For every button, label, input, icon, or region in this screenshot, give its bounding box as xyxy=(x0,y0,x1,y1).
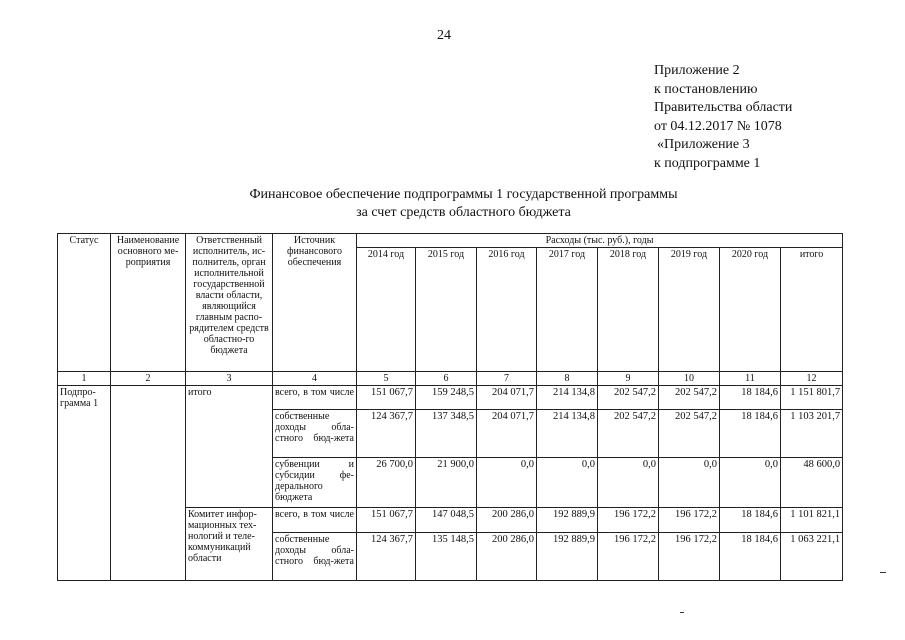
header-year: 2016 год xyxy=(477,248,537,372)
value-cell: 204 071,7 xyxy=(477,386,537,410)
value-cell: 192 889,9 xyxy=(537,508,598,533)
header-year: 2014 год xyxy=(357,248,416,372)
header-year: 2020 год xyxy=(720,248,781,372)
scan-mark xyxy=(880,572,886,573)
value-cell: 18 184,6 xyxy=(720,410,781,458)
status-cell: Подпро-грамма 1 xyxy=(58,386,111,581)
value-cell: 200 286,0 xyxy=(477,533,537,581)
value-cell: 1 151 801,7 xyxy=(781,386,843,410)
value-cell: 192 889,9 xyxy=(537,533,598,581)
appendix-note xyxy=(654,62,792,173)
column-number: 5 xyxy=(357,372,416,386)
column-number: 7 xyxy=(477,372,537,386)
value-cell: 151 067,7 xyxy=(357,386,416,410)
column-number: 10 xyxy=(659,372,720,386)
header-executor: Ответственный исполнитель, ис-полнитель, орган исполнительной государственной власти области, являющийся главным распо-рядителем средств областно-го бюджета xyxy=(186,234,273,372)
header-expenses: Расходы (тыс. руб.), годы xyxy=(357,234,843,248)
value-cell: 202 547,2 xyxy=(598,410,659,458)
header-year: 2018 год xyxy=(598,248,659,372)
appendix-line: Правительства области xyxy=(654,100,793,115)
value-cell: 124 367,7 xyxy=(357,533,416,581)
column-number: 6 xyxy=(416,372,477,386)
executor-cell: Комитет инфор-мационных тех-нологий и теле-коммуникаций области xyxy=(186,508,273,581)
source-cell: субвенции и субсидии фе-дерального бюджета xyxy=(273,458,357,508)
value-cell: 48 600,0 xyxy=(781,458,843,508)
column-number: 2 xyxy=(111,372,186,386)
header-status: Статус xyxy=(58,234,111,372)
value-cell: 196 172,2 xyxy=(659,508,720,533)
value-cell: 26 700,0 xyxy=(357,458,416,508)
value-cell: 202 547,2 xyxy=(598,386,659,410)
column-number: 8 xyxy=(537,372,598,386)
column-number-row xyxy=(58,372,843,386)
table-row xyxy=(58,386,843,410)
value-cell: 0,0 xyxy=(537,458,598,508)
header-name: Наименование основного ме-роприятия xyxy=(111,234,186,372)
source-cell: собственные доходы обла-стного бюд-жета xyxy=(273,533,357,581)
value-cell: 0,0 xyxy=(477,458,537,508)
financing-table xyxy=(57,233,843,581)
document-title xyxy=(0,186,905,222)
value-cell: 137 348,5 xyxy=(416,410,477,458)
header-source: Источник финансового обеспечения xyxy=(273,234,357,372)
value-cell: 124 367,7 xyxy=(357,410,416,458)
value-cell: 1 101 821,1 xyxy=(781,508,843,533)
value-cell: 1 063 221,1 xyxy=(781,533,843,581)
value-cell: 147 048,5 xyxy=(416,508,477,533)
appendix-line: к постановлению xyxy=(654,81,758,97)
value-cell: 159 248,5 xyxy=(416,386,477,410)
appendix-line: Приложение 2 xyxy=(654,63,740,78)
value-cell: 200 286,0 xyxy=(477,508,537,533)
value-cell: 18 184,6 xyxy=(720,533,781,581)
value-cell: 0,0 xyxy=(598,458,659,508)
column-number: 9 xyxy=(598,372,659,386)
source-cell: собственные доходы обла-стного бюд-жета xyxy=(273,410,357,458)
value-cell: 21 900,0 xyxy=(416,458,477,508)
value-cell: 214 134,8 xyxy=(537,410,598,458)
value-cell: 18 184,6 xyxy=(720,508,781,533)
value-cell: 1 103 201,7 xyxy=(781,410,843,458)
appendix-line: от 04.12.2017 № 1078 xyxy=(654,118,782,134)
column-number: 3 xyxy=(186,372,273,386)
value-cell: 196 172,2 xyxy=(598,508,659,533)
value-cell: 18 184,6 xyxy=(720,386,781,410)
header-year: 2019 год xyxy=(659,248,720,372)
value-cell: 0,0 xyxy=(659,458,720,508)
value-cell: 151 067,7 xyxy=(357,508,416,533)
scan-mark xyxy=(680,612,684,613)
value-cell: 204 071,7 xyxy=(477,410,537,458)
value-cell: 196 172,2 xyxy=(659,533,720,581)
executor-cell: итого xyxy=(186,386,273,508)
value-cell: 202 547,2 xyxy=(659,410,720,458)
appendix-line: «Приложение 3 xyxy=(657,137,750,152)
header-year: 2017 год xyxy=(537,248,598,372)
value-cell: 0,0 xyxy=(720,458,781,508)
column-number: 4 xyxy=(273,372,357,386)
appendix-line: к подпрограмме 1 xyxy=(654,155,761,171)
page-number: 24 xyxy=(437,28,451,43)
source-cell: всего, в том числе xyxy=(273,508,357,533)
source-cell: всего, в том числе xyxy=(273,386,357,410)
header-year: 2015 год xyxy=(416,248,477,372)
title-line: Финансовое обеспечение подпрограммы 1 государственной программы xyxy=(249,187,678,202)
value-cell: 214 134,8 xyxy=(537,386,598,410)
value-cell: 135 148,5 xyxy=(416,533,477,581)
column-number: 1 xyxy=(58,372,111,386)
header-total: итого xyxy=(781,248,843,372)
value-cell: 202 547,2 xyxy=(659,386,720,410)
value-cell: 196 172,2 xyxy=(598,533,659,581)
title-line: за счет средств областного бюджета xyxy=(356,205,571,220)
column-number: 11 xyxy=(720,372,781,386)
name-cell xyxy=(111,386,186,581)
column-number: 12 xyxy=(781,372,843,386)
